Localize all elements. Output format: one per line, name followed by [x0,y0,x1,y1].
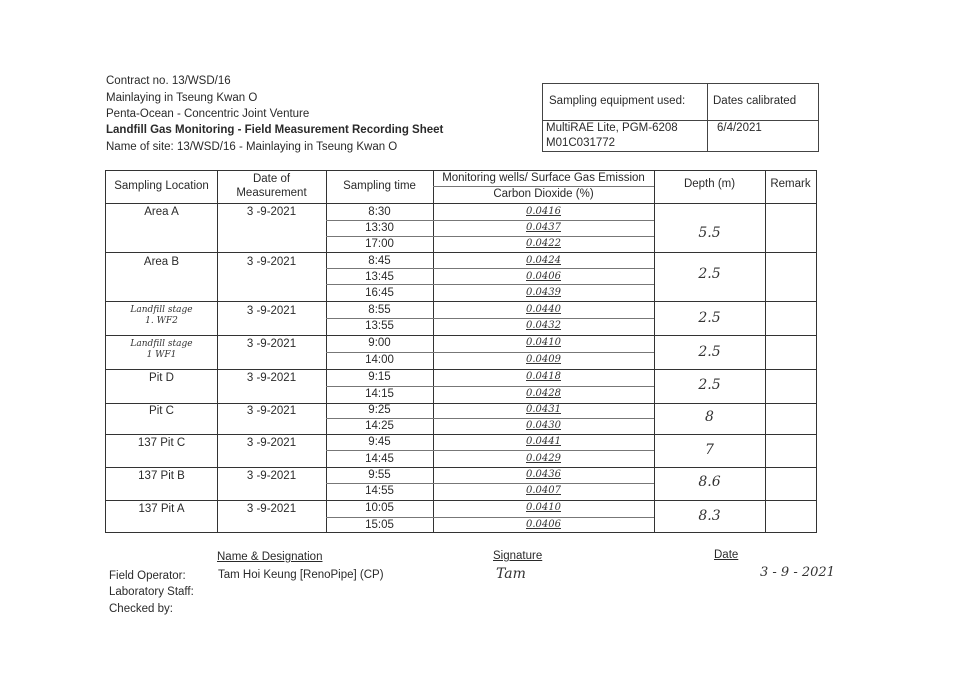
location-area-b: Area B [143,256,180,268]
location-pit-d: Pit D [149,372,174,384]
co2-value: 0.0430 [526,420,561,431]
location-137-pit-b: 137 Pit B [138,470,185,482]
time-cell: 9:45 [368,436,391,448]
depth-value: 2.5 [698,310,721,326]
time-cell: 13:55 [365,320,394,332]
co2-value: 0.0410 [526,337,561,348]
header-date: Date of Measurement [236,173,307,199]
laboratory-staff-label: Laboratory Staff: [109,586,194,598]
date-header: Date [714,549,739,561]
checked-by-label: Checked by: [109,603,173,615]
location-landfill-wf2: Landfill stage 1. WF2 [130,305,193,326]
depth-value: 5.5 [698,225,721,241]
equipment-serial: M01C031772 [546,137,616,149]
time-cell: 16:45 [365,287,394,299]
date-137-pit-c: 3 -9-2021 [246,437,297,449]
measurement-table [105,170,817,533]
sheet-title: Landfill Gas Monitoring - Field Measurement Recording Sheet [106,124,444,136]
co2-value: 0.0410 [526,502,561,513]
time-cell: 9:00 [368,337,391,349]
date-137-pit-b: 3 -9-2021 [246,470,297,482]
co2-value: 0.0406 [526,519,561,530]
time-cell: 14:45 [365,453,394,465]
depth-value: 8 [705,409,714,425]
depth-value: 8.3 [698,508,721,524]
equipment-label: Sampling equipment used: [549,95,686,107]
equipment-model: MultiRAE Lite, PGM-6208 [546,122,678,134]
time-cell: 13:30 [365,222,394,234]
dates-calibrated-label: Dates calibrated [713,95,797,107]
location-landfill-wf1: Landfill stage 1 WF1 [130,339,193,360]
location-137-pit-a: 137 Pit A [138,503,185,515]
time-cell: 8:55 [368,304,391,316]
site-name: Name of site: 13/WSD/16 - Mainlaying in Tseung Kwan O [106,141,398,153]
header-remark: Remark [770,178,811,190]
header-time: Sampling time [343,180,416,192]
co2-value: 0.0428 [526,388,561,399]
field-operator-name: Tam Hoi Keung [RenoPipe] (CP) [218,569,384,581]
date-pit-d: 3 -9-2021 [246,372,297,384]
date-landfill-wf1: 3 -9-2021 [246,338,297,350]
co2-value: 0.0422 [526,238,561,249]
co2-value: 0.0424 [526,255,561,266]
co2-value: 0.0416 [526,206,561,217]
depth-value: 7 [705,442,714,458]
time-cell: 14:25 [365,420,394,432]
depth-value: 2.5 [698,344,721,360]
time-cell: 17:00 [365,238,394,250]
contract-number: Contract no. 13/WSD/16 [106,75,231,87]
signature-header: Signature [493,550,543,562]
co2-value: 0.0409 [526,354,561,365]
location-area-a: Area A [144,206,179,218]
depth-value: 2.5 [698,266,721,282]
time-cell: 15:05 [365,519,394,531]
co2-value: 0.0439 [526,287,561,298]
time-cell: 9:25 [368,404,391,416]
co2-value: 0.0441 [526,436,561,447]
date-area-a: 3 -9-2021 [246,206,297,218]
co2-value: 0.0407 [526,485,561,496]
co2-value: 0.0406 [526,271,561,282]
field-operator-label: Field Operator: [109,570,186,582]
co2-value: 0.0436 [526,469,561,480]
name-designation-header: Name & Designation [217,551,323,563]
time-cell: 9:55 [368,469,391,481]
contractor-name: Penta-Ocean - Concentric Joint Venture [106,108,310,120]
field-operator-signature: Tam [496,566,526,582]
project-name: Mainlaying in Tseung Kwan O [106,92,258,104]
time-cell: 9:15 [368,371,391,383]
time-cell: 13:45 [365,271,394,283]
field-operator-date: 3 - 9 - 2021 [760,565,835,580]
time-cell: 14:15 [365,388,394,400]
header-co2: Carbon Dioxide (%) [493,188,594,200]
header-location: Sampling Location [114,180,209,192]
time-cell: 8:30 [368,206,391,218]
location-137-pit-c: 137 Pit C [137,437,186,449]
header-monitoring: Monitoring wells/ Surface Gas Emission [442,172,645,184]
co2-value: 0.0440 [526,304,561,315]
depth-value: 2.5 [698,377,721,393]
date-137-pit-a: 3 -9-2021 [246,503,297,515]
time-cell: 14:00 [365,354,394,366]
time-cell: 10:05 [365,502,394,514]
date-landfill-wf2: 3 -9-2021 [246,305,297,317]
co2-value: 0.0429 [526,453,561,464]
equipment-box [542,83,819,152]
calibration-date: 6/4/2021 [717,122,762,134]
time-cell: 14:55 [365,485,394,497]
date-pit-c: 3 -9-2021 [246,405,297,417]
co2-value: 0.0437 [526,222,561,233]
co2-value: 0.0418 [526,371,561,382]
co2-value: 0.0431 [526,404,561,415]
date-area-b: 3 -9-2021 [246,256,297,268]
header-depth: Depth (m) [683,178,736,190]
time-cell: 8:45 [368,255,391,267]
depth-value: 8.6 [698,474,721,490]
co2-value: 0.0432 [526,320,561,331]
location-pit-c: Pit C [149,405,174,417]
